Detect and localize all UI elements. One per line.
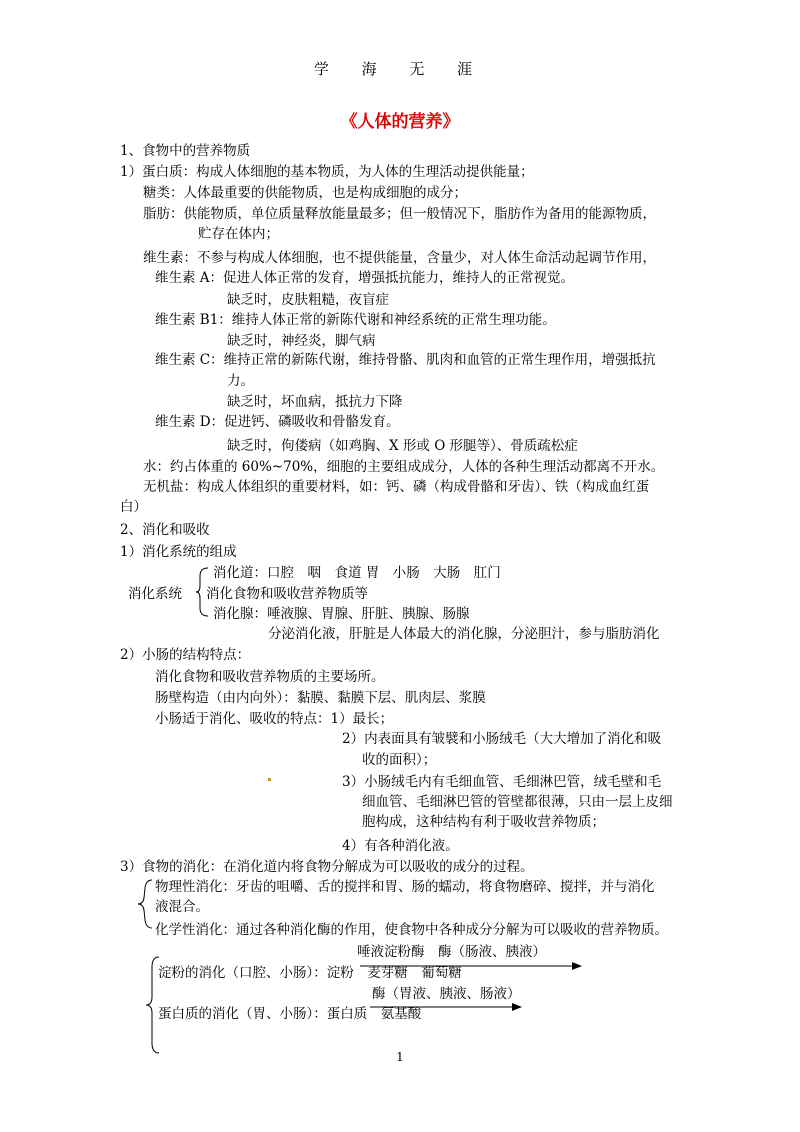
intestine-feature-3: 3）小肠绒毛内有毛细血管、毛细淋巴管，绒毛壁和毛 — [342, 774, 662, 790]
vitamin-d-line: 维生素 D：促进钙、磷吸收和骨骼发育。 — [155, 414, 400, 430]
small-intestine-heading: 2）小肠的结构特点： — [120, 647, 251, 663]
starch-arrow — [360, 960, 585, 972]
intestine-feature-4: 4）有各种消化液。 — [342, 838, 459, 854]
vitamin-c-line: 维生素 C：维持正常的新陈代谢，维持骨骼、肌肉和血管的正常生理作用，增强抵抗 — [155, 352, 656, 368]
fat-line-cont: 贮存在体内； — [198, 226, 279, 242]
vitamin-b1-deficiency: 缺乏时，神经炎，脚气病 — [227, 333, 376, 349]
protein-digestion-line: 蛋白质的消化（胃、小肠）：蛋白质 氨基酸 — [158, 1006, 422, 1022]
document-title: 《人体的营养》 — [340, 112, 460, 132]
digestion-type-brace — [138, 878, 156, 930]
protein-enzymes-label: 酶（胃液、胰液、肠液） — [372, 986, 521, 1002]
protein-arrow — [370, 1001, 525, 1013]
fat-line: 脂肪：供能物质，单位质量释放能量最多；但一般情况下，脂肪作为备用的能源物质， — [143, 206, 656, 222]
sugar-line: 糖类：人体最重要的供能物质，也是构成细胞的成分； — [143, 185, 467, 201]
vitamin-line: 维生素：不参与构成人体细胞，也不提供能量，含量少，对人体生命活动起调节作用， — [143, 250, 656, 266]
page-header: 学 海 无 涯 — [313, 60, 487, 78]
vitamin-d-deficiency: 缺乏时，佝偻病（如鸡胸、X 形或 O 形腿等）、骨质疏松症 — [227, 438, 578, 454]
chemical-digestion-line: 化学性消化：通过各种消化酶的作用，使食物中各种成分分解为可以吸收的营养物质。 — [155, 922, 668, 938]
section-2-heading: 2、消化和吸收 — [120, 522, 210, 538]
liver-line: 分泌消化液，肝脏是人体最大的消化腺，分泌胆汁，参与脂肪消化 — [268, 626, 660, 642]
stray-mark — [268, 778, 271, 781]
intestine-feature-2-cont: 收的面积）； — [362, 752, 437, 768]
vitamin-c-line-cont: 力。 — [227, 373, 254, 389]
digestive-system-heading: 1）消化系统的组成 — [120, 544, 237, 560]
intestine-feature-1: 小肠适于消化、吸收的特点：1）最长； — [155, 711, 394, 727]
physical-digestion-cont: 液混合。 — [155, 899, 209, 915]
intestine-wall-line: 肠壁构造（由内向外）：黏膜、黏膜下层、肌肉层、浆膜 — [155, 690, 486, 706]
vitamin-b1-line: 维生素 B1：维持人体正常的新陈代谢和神经系统的正常生理功能。 — [155, 312, 556, 328]
food-digestion-heading: 3）食物的消化：在消化道内将食物分解成为可以吸收的成分的过程。 — [120, 859, 534, 875]
mineral-line: 无机盐：构成人体组织的重要材料，如：钙、磷（构成骨骼和牙齿）、铁（构成血红蛋 — [143, 479, 650, 495]
vitamin-a-line: 维生素 A：促进人体正常的发育，增强抵抗能力，维持人的正常视觉。 — [155, 270, 575, 286]
digestive-tract-line: 消化道：口腔 咽 食道 胃 小肠 大肠 肛门 — [213, 565, 501, 581]
starch-digestion-line: 淀粉的消化（口腔、小肠）：淀粉 麦芽糖 葡萄糖 — [158, 965, 462, 981]
vitamin-a-deficiency: 缺乏时，皮肤粗糙，夜盲症 — [227, 292, 389, 308]
protein-line: 1）蛋白质：构成人体细胞的基本物质，为人体的生理活动提供能量； — [120, 164, 534, 180]
physical-digestion-line: 物理性消化：牙齿的咀嚼、舌的搅拌和胃、肠的蠕动，将食物磨碎、搅拌，并与消化 — [155, 879, 655, 895]
digestive-gland-line: 消化腺：唾液腺、胃腺、肝脏、胰腺、肠腺 — [213, 606, 470, 622]
digestive-system-label: 消化系统 — [128, 586, 182, 602]
water-line: 水：约占体重的 60%~70%，细胞的主要组成成分，人体的各种生理活动都离不开水。 — [143, 459, 665, 475]
intestine-feature-3-cont2: 胞构成，这种结构有利于吸收营养物质； — [362, 814, 605, 830]
section-1-heading: 1、食物中的营养物质 — [120, 143, 251, 159]
mineral-line-cont: 白） — [120, 499, 147, 515]
page-number: 1 — [396, 1050, 404, 1064]
intestine-feature-2: 2）内表面具有皱襞和小肠绒毛（大大增加了消化和吸 — [342, 731, 662, 747]
intestine-feature-3-cont: 细血管、毛细淋巴管的管壁都很薄，只由一层上皮细 — [362, 794, 673, 810]
vitamin-c-deficiency: 缺乏时，坏血病，抵抗力下降 — [227, 394, 403, 410]
small-intestine-main: 消化食物和吸收营养物质的主要场所。 — [155, 669, 385, 685]
digestive-function-line: 消化食物和吸收营养物质等 — [206, 586, 368, 602]
starch-enzymes-label: 唾液淀粉酶 酶（肠液、胰液） — [357, 944, 546, 960]
